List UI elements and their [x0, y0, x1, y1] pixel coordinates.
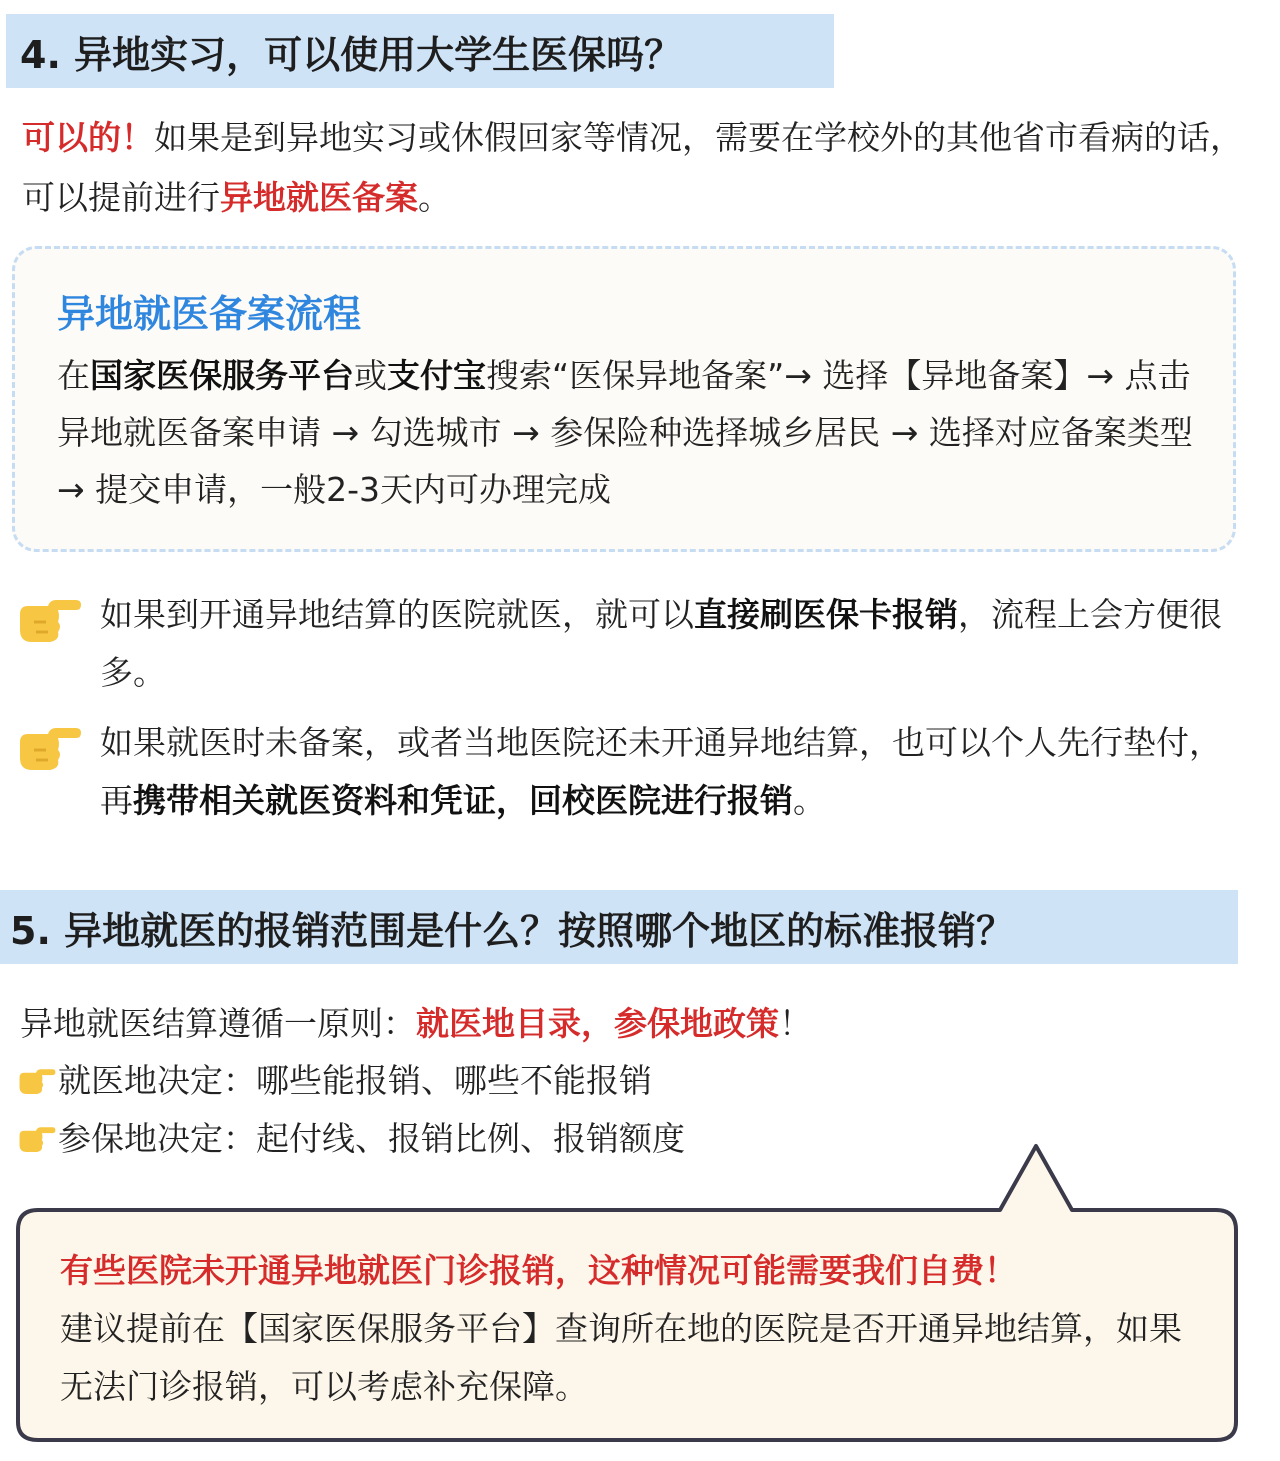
- intro-lead: 可以的！: [22, 118, 154, 157]
- pointing-hand-icon: [16, 1064, 56, 1098]
- section-4-intro: [22, 108, 1252, 228]
- list-item: [14, 586, 1240, 702]
- flow-bold-platform: 国家医保服务平台: [90, 356, 354, 395]
- notice-warning: 有些医院未开通异地就医门诊报销，这种情况可能需要我们自费！: [60, 1251, 1017, 1290]
- intro-highlight: 异地就医备案: [220, 178, 418, 217]
- flow-text-1: 在: [57, 356, 90, 395]
- list-item-text: 参保地决定：起付线、报销比例、报销额度: [58, 1119, 685, 1158]
- bold-direct-swipe: 直接刷医保卡报销: [694, 595, 958, 634]
- list-item-text: 就医地决定：哪些能报销、哪些不能报销: [58, 1061, 652, 1100]
- flow-text-3: 搜索“医保异地备案”→ 选择【异地备案】→ 点击异地就医备案申请 → 勾选城市 → 参保险种选择城乡居民 → 选择对应备案类型 → 提交申请，一般2-3天内可办理完成: [57, 356, 1193, 509]
- filing-process-title: 异地就医备案流程: [57, 292, 362, 336]
- pointing-hand-icon: [14, 592, 82, 648]
- section-4-heading-text: 4. 异地实习，可以使用大学生医保吗？: [20, 32, 683, 77]
- section-5-heading: [0, 890, 1238, 964]
- list-item: [16, 1052, 652, 1110]
- list-item-text: 如果到开通异地结算的医院就医，就可以直接刷医保卡报销，流程上会方便很多。: [100, 595, 1222, 692]
- intro-text: 如果是到异地实习或休假回家等情况，需要在学校外的其他省市看病的话，可以提前进行: [22, 118, 1243, 217]
- settlement-rule: 异地就医结算遵循一原则：就医地目录，参保地政策！: [20, 1004, 812, 1043]
- section-4-heading: [6, 14, 834, 88]
- list-item-text: 如果就医时未备案，或者当地医院还未开通异地结算，也可以个人先行垫付，再携带相关就医资料和凭证，回校医院进行报销。: [100, 723, 1222, 820]
- filing-process-box: [12, 246, 1236, 552]
- notice-callout-text: [60, 1242, 1210, 1416]
- notice-advice: 建议提前在【国家医保服务平台】查询所在地的医院是否开通异地结算，如果无法门诊报销，可以考虑补充保障。: [60, 1309, 1182, 1406]
- bold-bring-documents: 携带相关就医资料和凭证，回校医院进行报销: [133, 781, 793, 820]
- filing-process-steps: [57, 347, 1207, 518]
- flow-text-2: 或: [354, 356, 387, 395]
- flow-bold-alipay: 支付宝: [387, 356, 486, 395]
- rule-highlight: 就医地目录，参保地政策: [416, 1004, 779, 1043]
- list-item: [14, 714, 1240, 830]
- pointing-hand-icon: [14, 720, 82, 776]
- notice-callout: [14, 1140, 1240, 1444]
- section-5-heading-text: 5. 异地就医的报销范围是什么？按照哪个地区的标准报销？: [10, 908, 1015, 953]
- intro-end: 。: [418, 178, 451, 217]
